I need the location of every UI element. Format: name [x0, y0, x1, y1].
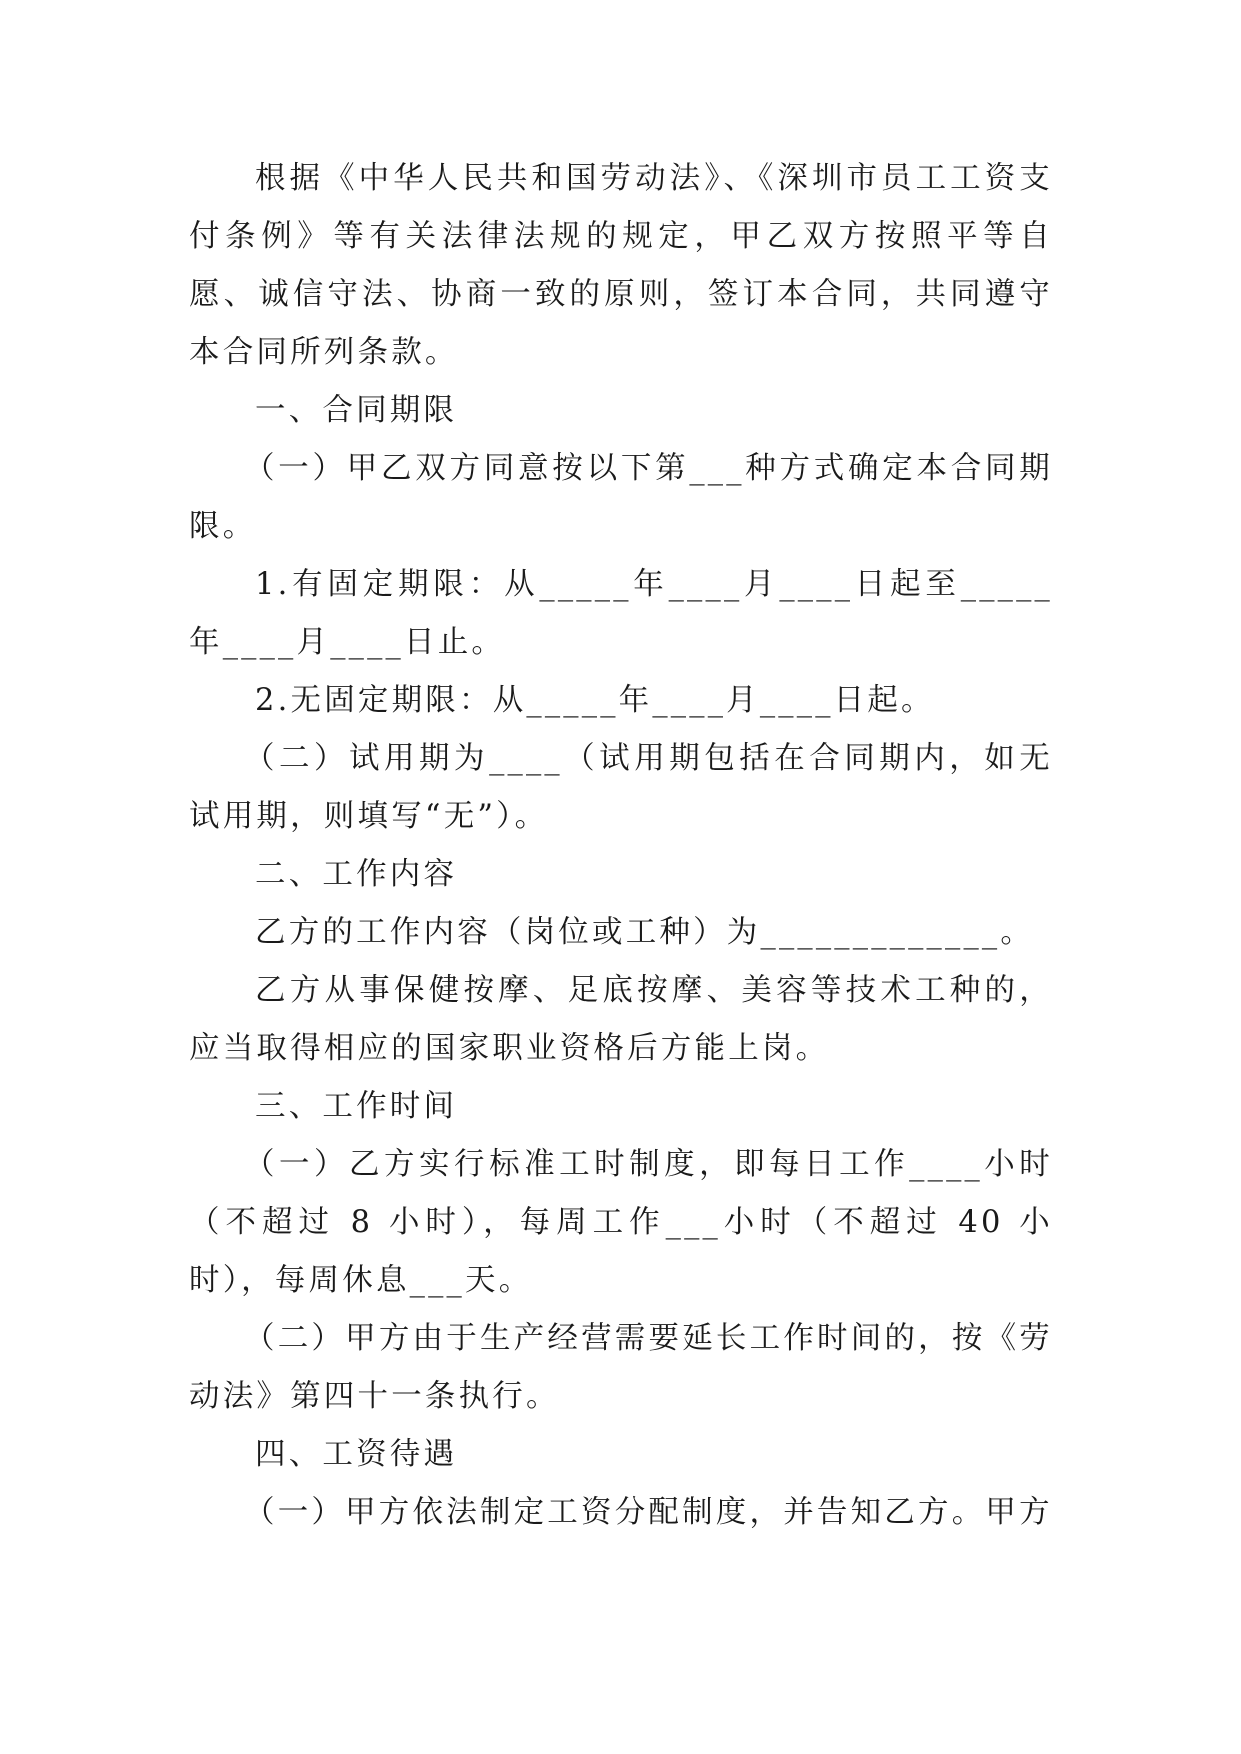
open-term-paragraph: 2.无固定期限：从_____年____月____日起。	[255, 683, 935, 718]
contract-page	[189, 150, 1053, 1542]
wage-system-paragraph: （一）甲方依法制定工资分配制度，并告知乙方。甲方	[244, 1495, 1053, 1530]
probation-paragraph: （二）试用期为____（试用期包括在合同期内，如无试用期，则填写“无”）。	[189, 741, 1053, 834]
section-heading-wages: 四、工资待遇	[255, 1437, 458, 1472]
term-method-paragraph: （一）甲乙双方同意按以下第___种方式确定本合同期限。	[189, 451, 1053, 544]
section-heading-working-hours: 三、工作时间	[255, 1089, 458, 1124]
section-heading-contract-term: 一、合同期限	[255, 393, 458, 428]
overtime-paragraph: （二）甲方由于生产经营需要延长工作时间的，按《劳动法》第四十一条执行。	[189, 1321, 1053, 1414]
job-content-paragraph: 乙方的工作内容（岗位或工种）为_____________。	[255, 915, 1035, 950]
fixed-term-paragraph: 1.有固定期限：从_____年____月____日起至_____年____月____日止。	[189, 567, 1053, 660]
standard-hours-paragraph: （一）乙方实行标准工时制度，即每日工作____小时（不超过 8 小时），每周工作___小时（不超过 40 小时），每周休息___天。	[189, 1147, 1053, 1298]
preamble-paragraph: 根据《中华人民共和国劳动法》、《深圳市员工工资支付条例》等有关法律法规的规定，甲乙双方按照平等自愿、诚信守法、协商一致的原则，签订本合同，共同遵守本合同所列条款。	[189, 161, 1053, 370]
section-heading-job-content: 二、工作内容	[255, 857, 458, 892]
qualification-paragraph: 乙方从事保健按摩、足底按摩、美容等技术工种的，应当取得相应的国家职业资格后方能上岗。	[189, 973, 1053, 1066]
